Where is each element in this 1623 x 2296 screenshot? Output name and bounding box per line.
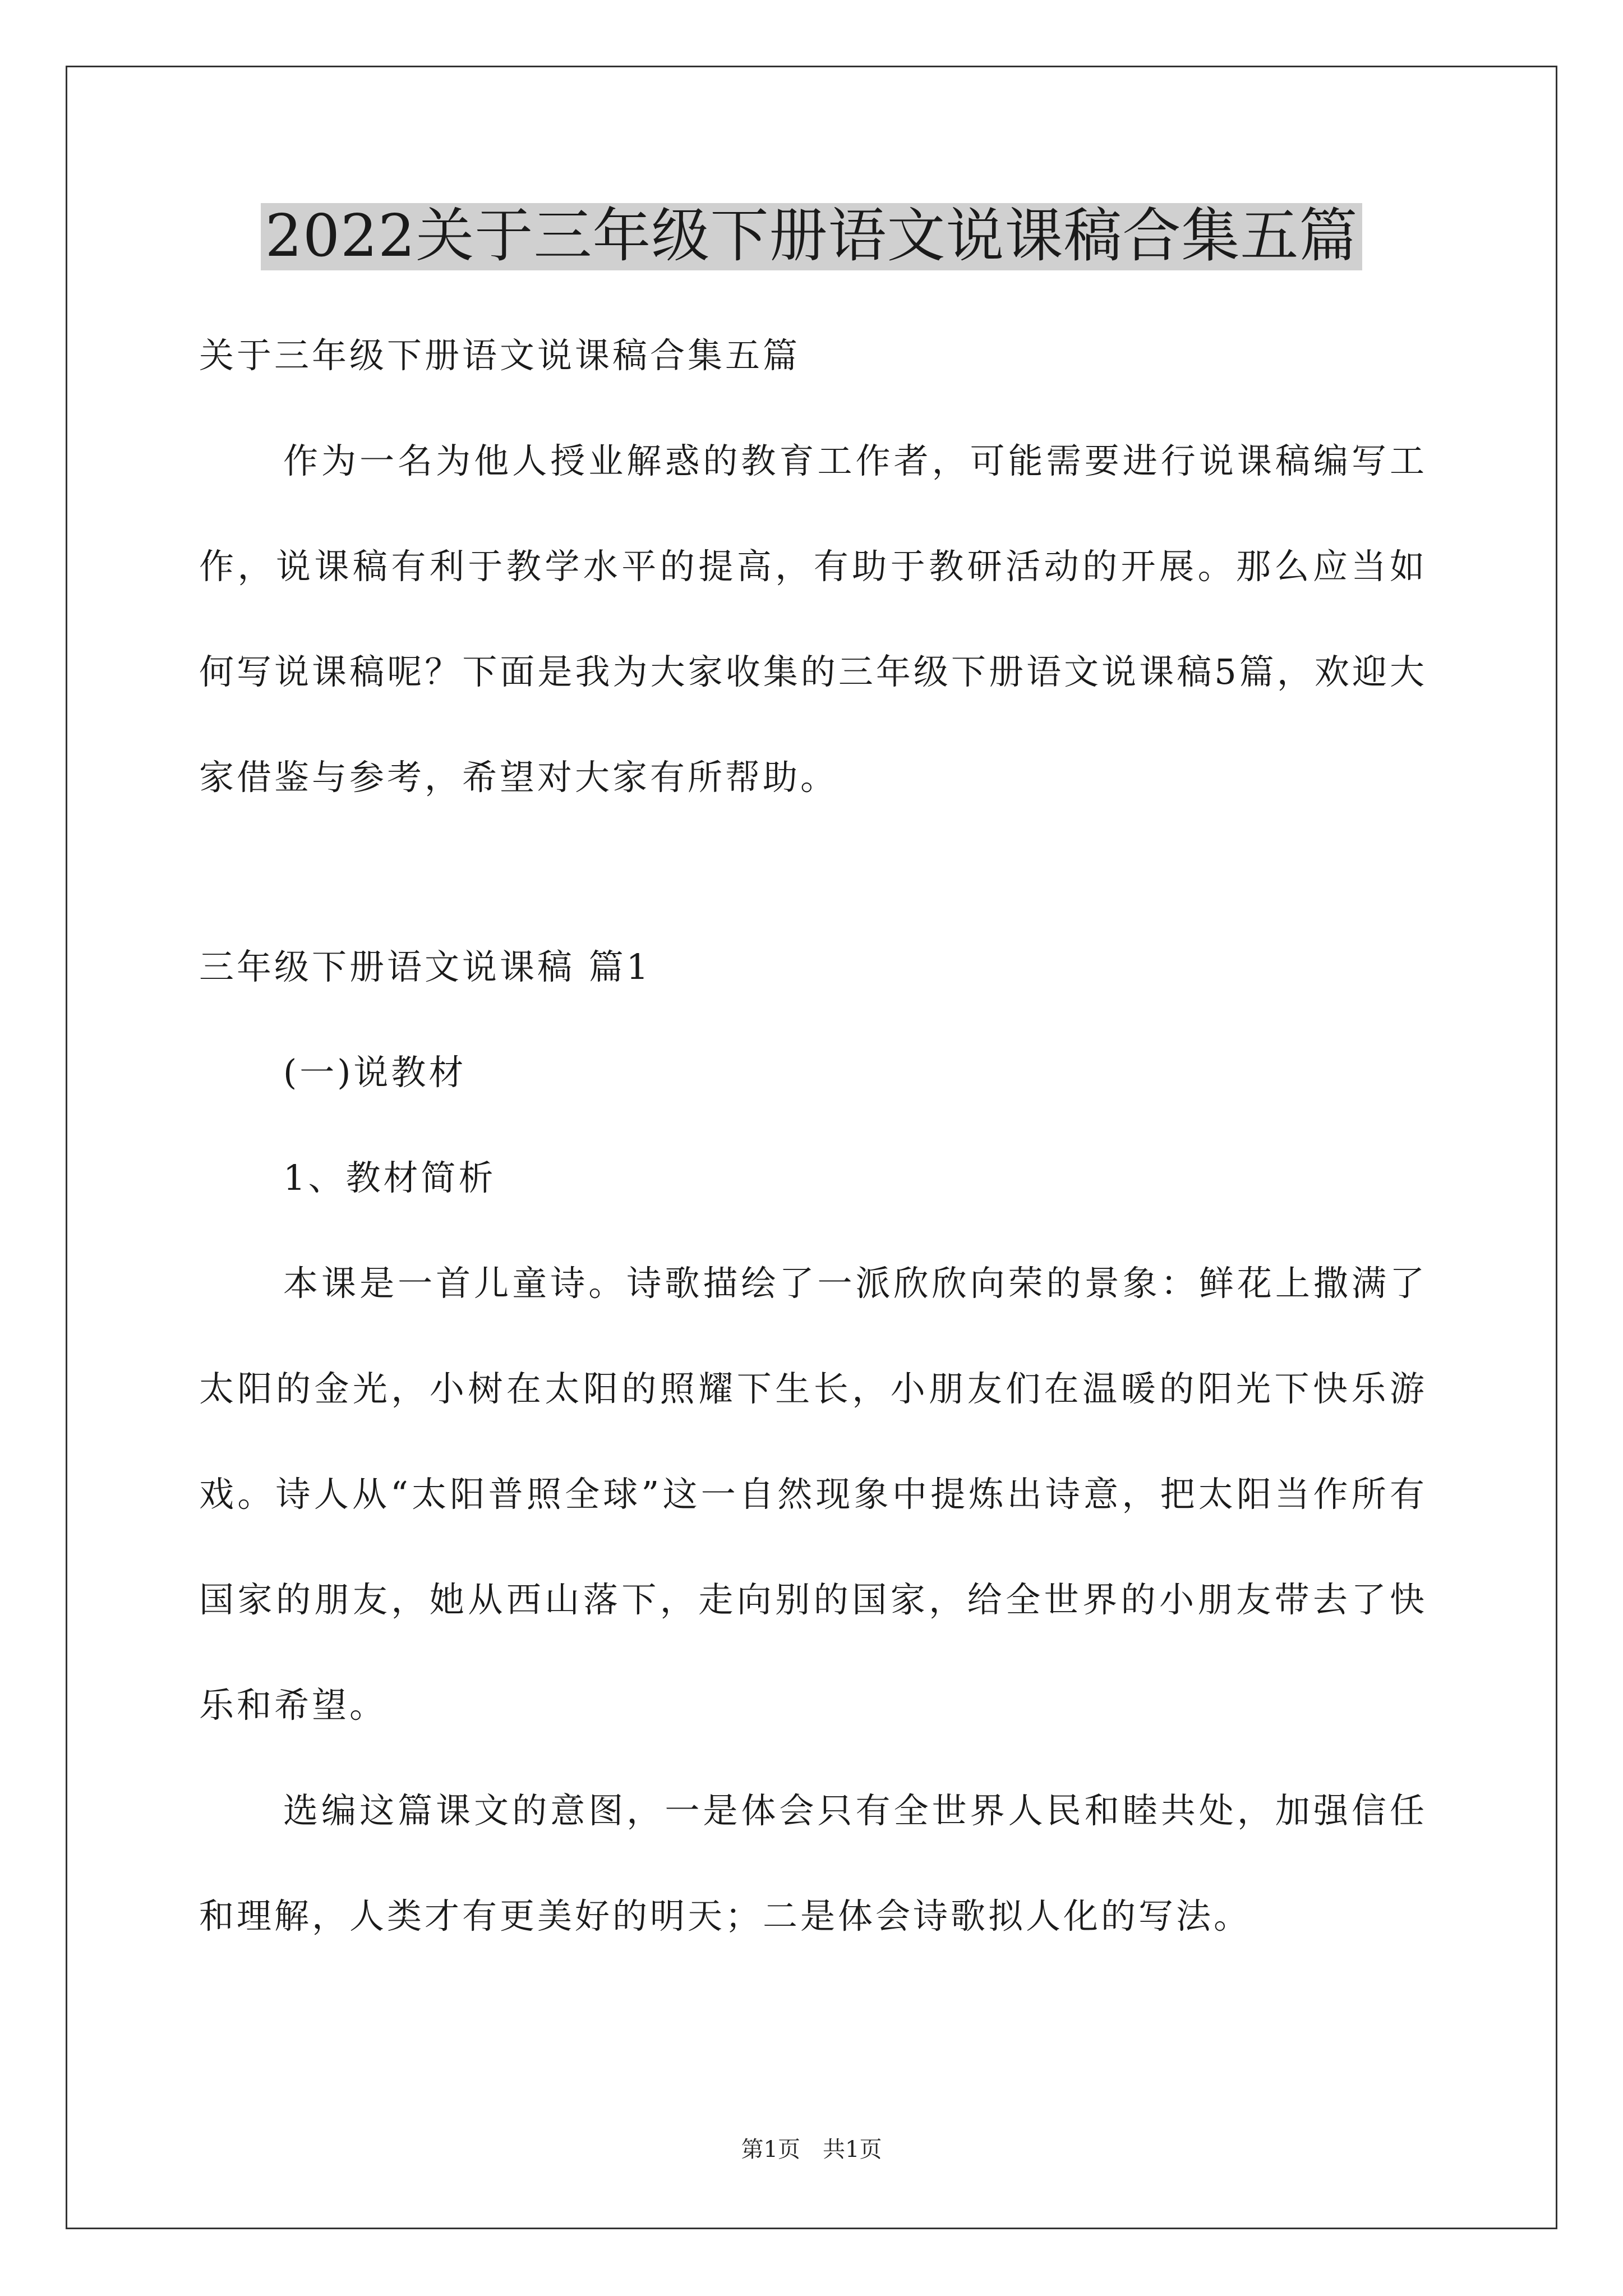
section-heading: 三年级下册语文说课稿 篇1 — [199, 946, 652, 987]
item-heading: 1、教材简析 — [283, 1157, 496, 1198]
document-title — [0, 203, 1623, 270]
document-body — [199, 303, 1427, 1969]
body-paragraph: 本课是一首儿童诗。诗歌描绘了一派欣欣向荣的景象：鲜花上撒满了太阳的金光，小树在太阳的照耀下生长，小朋友们在温暖的阳光下快乐游戏。诗人从“太阳普照全球”这一自然现象中提炼出诗意，把太阳当作所有国家的朋友，她从西山落下，走向别的国家，给全世界的小朋友带去了快乐和希望。 — [199, 1263, 1427, 1726]
body-paragraph: 选编这篇课文的意图，一是体会只有全世界人民和睦共处，加强信任和理解，人类才有更美好的明天；二是体会诗歌拟人化的写法。 — [199, 1790, 1427, 1936]
page-footer: 第1页 共1页 — [741, 2137, 882, 2162]
document-title-text: 2022关于三年级下册语文说课稿合集五篇 — [261, 203, 1363, 270]
subtitle-paragraph: 关于三年级下册语文说课稿合集五篇 — [199, 335, 801, 376]
subsection-heading: (一)说教材 — [283, 1052, 467, 1093]
intro-paragraph: 作为一名为他人授业解惑的教育工作者，可能需要进行说课稿编写工作，说课稿有利于教学水平的提高，有助于教研活动的开展。那么应当如何写说课稿呢？下面是我为大家收集的三年级下册语文说课稿5篇，欢迎大家借鉴与参考，希望对大家有所帮助。 — [199, 440, 1427, 798]
